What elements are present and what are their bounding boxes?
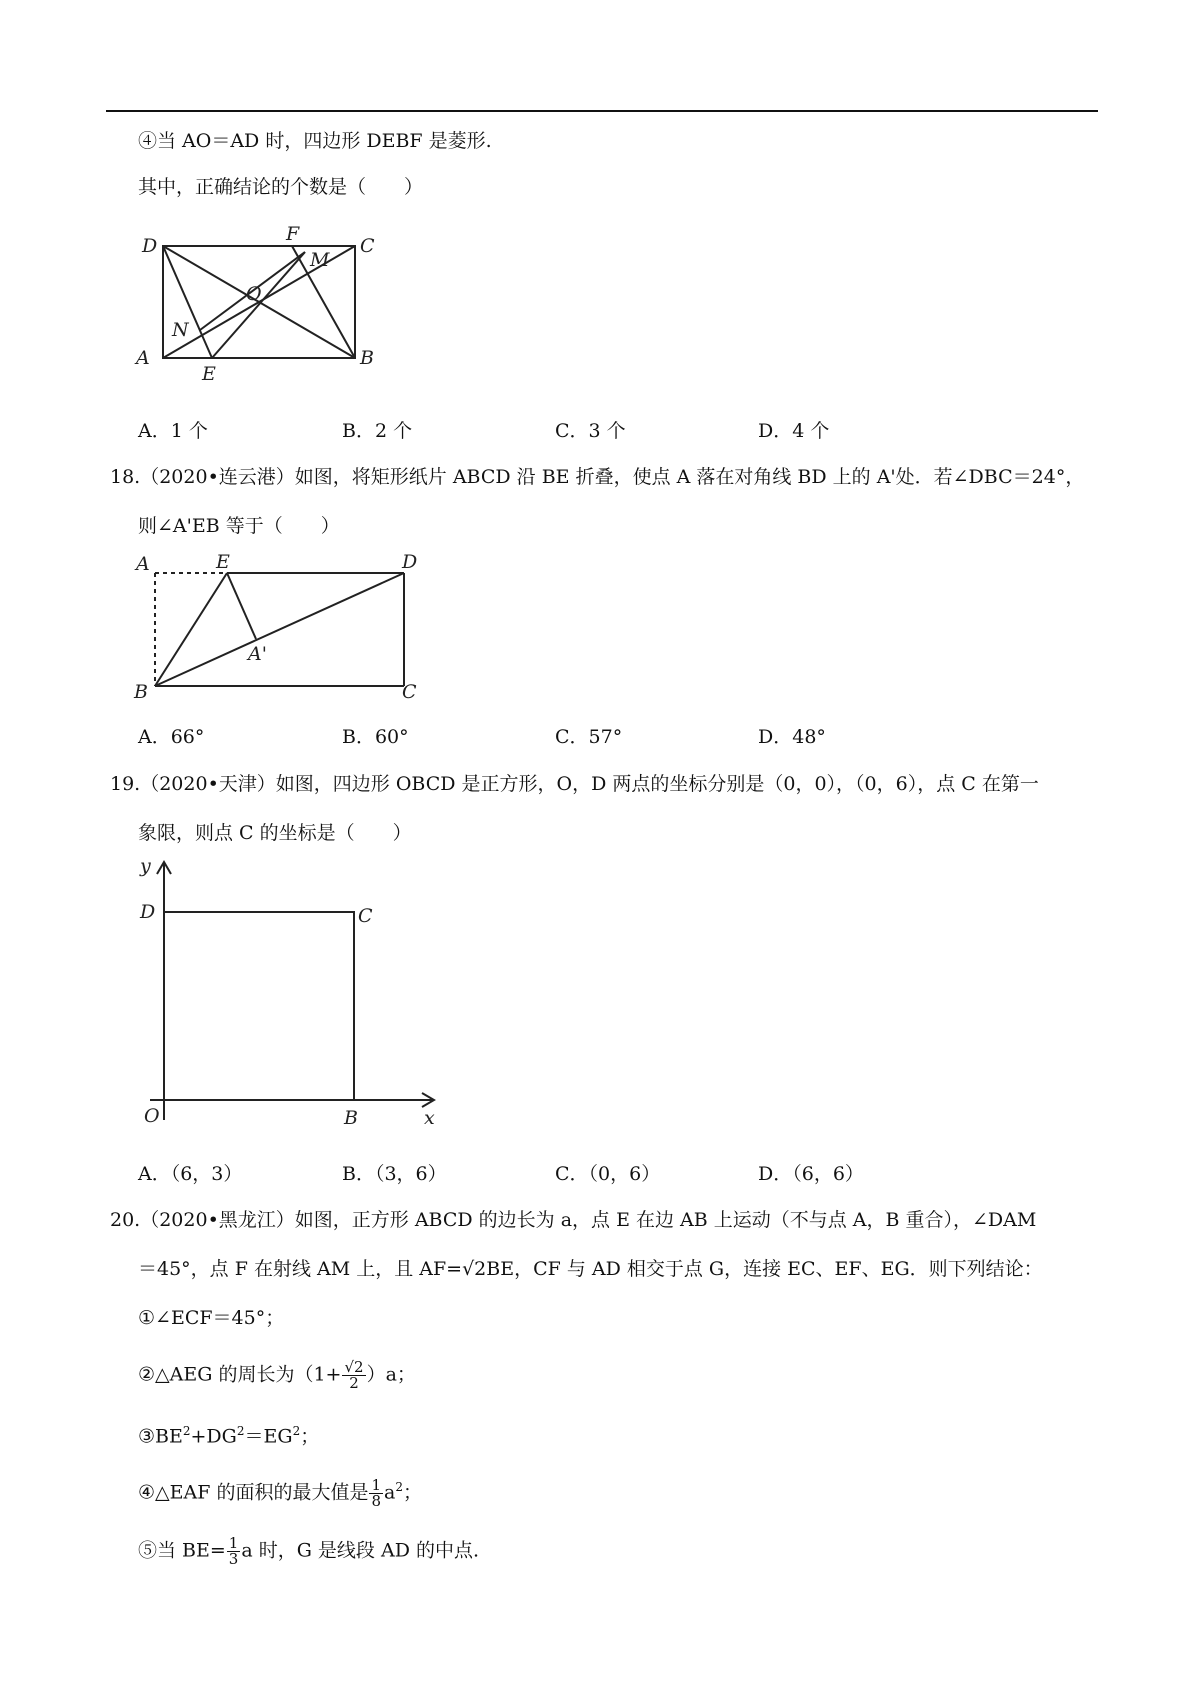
q18-label-D: D: [402, 551, 418, 573]
q17-label-A: A: [136, 347, 150, 369]
q20-c3-b: +DG: [190, 1425, 237, 1448]
q18-option-a: A．66°: [138, 726, 205, 748]
q20-line2: [138, 1256, 1043, 1282]
q17-label-B: B: [360, 347, 374, 369]
q18-label-A: A: [136, 553, 150, 575]
q20-c3-sup2: 2: [236, 1424, 245, 1438]
q20-c4-tail: ；: [402, 1481, 422, 1504]
q19-line2: 象限，则点 C 的坐标是（ ）: [138, 822, 412, 844]
q19-label-C: C: [358, 905, 373, 927]
q18-label-C: C: [402, 681, 417, 703]
q19-label-B: B: [344, 1107, 358, 1129]
q19-label-D: D: [140, 901, 156, 923]
header-rule: [106, 110, 1098, 112]
q17-label-D: D: [142, 235, 158, 257]
q18-line2: 则∠A'EB 等于（ ）: [138, 515, 340, 537]
q18-option-c: C．57°: [555, 726, 623, 748]
q20-c4-sup: 2: [395, 1480, 403, 1494]
q20-conclusion-4: [138, 1474, 422, 1509]
q18-label-B: B: [134, 681, 148, 703]
q20-c4-num: 1: [371, 1475, 382, 1494]
q20-c2-den: 2: [349, 1374, 359, 1392]
q20-conclusion-5: [138, 1536, 479, 1567]
q20-conclusion-2: [138, 1360, 416, 1391]
q19-option-c: C．（0，6）: [555, 1163, 661, 1185]
q20-c2-num: √2: [344, 1358, 364, 1376]
q17-option-c: C．3 个: [555, 420, 626, 442]
q20-c2-fraction: [342, 1360, 365, 1391]
q19-option-a: A．（6，3）: [138, 1163, 243, 1185]
q20-c3-a: ③BE: [138, 1425, 183, 1448]
q17-label-O: O: [246, 283, 262, 305]
q17-label-E: E: [202, 363, 216, 385]
q20-c2-text: ②△AEG 的周长为（1+: [138, 1363, 342, 1386]
q19-label-O: O: [144, 1105, 160, 1127]
q20-sqrt2: √2: [462, 1258, 487, 1280]
q20-c5-text: ⑤当 BE=: [138, 1539, 226, 1562]
q19-label-x: x: [424, 1107, 435, 1129]
q20-c4-a: a: [384, 1481, 396, 1504]
q18-option-d: D．48°: [758, 726, 826, 748]
q20-c4-fraction: [369, 1475, 383, 1510]
q19-figure: [130, 850, 450, 1140]
q20-c4-den: 8: [371, 1491, 382, 1510]
q17-label-M: M: [310, 249, 330, 271]
q20-line1: 20.（2020•黑龙江）如图，正方形 ABCD 的边长为 a，点 E 在边 AB 上运动（不与点 A，B 重合），∠DAM: [110, 1209, 1037, 1231]
q17-option-d: D．4 个: [758, 420, 830, 442]
q18-figure: [130, 548, 430, 718]
q19-option-b: B．（3，6）: [342, 1163, 447, 1185]
q20-c5-num: 1: [228, 1534, 239, 1552]
q20-line2-part1: ＝45°，点 F 在射线 AM 上，且 AF=: [138, 1258, 463, 1280]
q20-c2-tail: ）a；: [366, 1363, 416, 1386]
q20-c5-tail: a 时，G 是线段 AD 的中点.: [241, 1539, 480, 1562]
q19-label-y: y: [140, 855, 151, 877]
q20-c3-c: ＝EG: [244, 1425, 293, 1448]
q17-label-N: N: [172, 319, 189, 341]
q20-conclusion-1: ①∠ECF＝45°；: [138, 1307, 285, 1329]
q18-label-E: E: [216, 551, 230, 573]
q17-option-b: B．2 个: [342, 420, 413, 442]
q17-label-C: C: [360, 235, 375, 257]
q19-option-d: D．（6，6）: [758, 1163, 864, 1185]
q18-label-A-prime: A': [248, 643, 267, 665]
q17-figure: [130, 220, 410, 400]
q20-conclusion-3: [138, 1418, 319, 1449]
q20-c3-d: ；: [300, 1425, 320, 1448]
q17-item4: ④当 AO＝AD 时，四边形 DEBF 是菱形.: [138, 130, 492, 152]
q20-c3-sup3: 2: [292, 1424, 301, 1438]
q17-label-F: F: [286, 223, 300, 245]
q20-line2-part2: BE，CF 与 AD 相交于点 G，连接 EC、EF、EG．则下列结论：: [486, 1258, 1043, 1280]
q20-c5-fraction: [227, 1536, 241, 1567]
q20-c3-sup1: 2: [182, 1424, 191, 1438]
q17-option-a: A．1 个: [138, 420, 208, 442]
q18-line1: 18.（2020•连云港）如图，将矩形纸片 ABCD 沿 BE 折叠，使点 A 落在对角线 BD 上的 A'处．若∠DBC＝24°，: [110, 466, 1085, 488]
q19-line1: 19.（2020•天津）如图，四边形 OBCD 是正方形，O，D 两点的坐标分别是（0，0），（0，6），点 C 在第一: [110, 773, 1039, 795]
q20-c4-text: ④△EAF 的面积的最大值是: [138, 1481, 369, 1504]
q18-option-b: B．60°: [342, 726, 409, 748]
q20-c5-den: 3: [228, 1550, 239, 1568]
q17-prompt: 其中，正确结论的个数是（ ）: [138, 176, 424, 198]
